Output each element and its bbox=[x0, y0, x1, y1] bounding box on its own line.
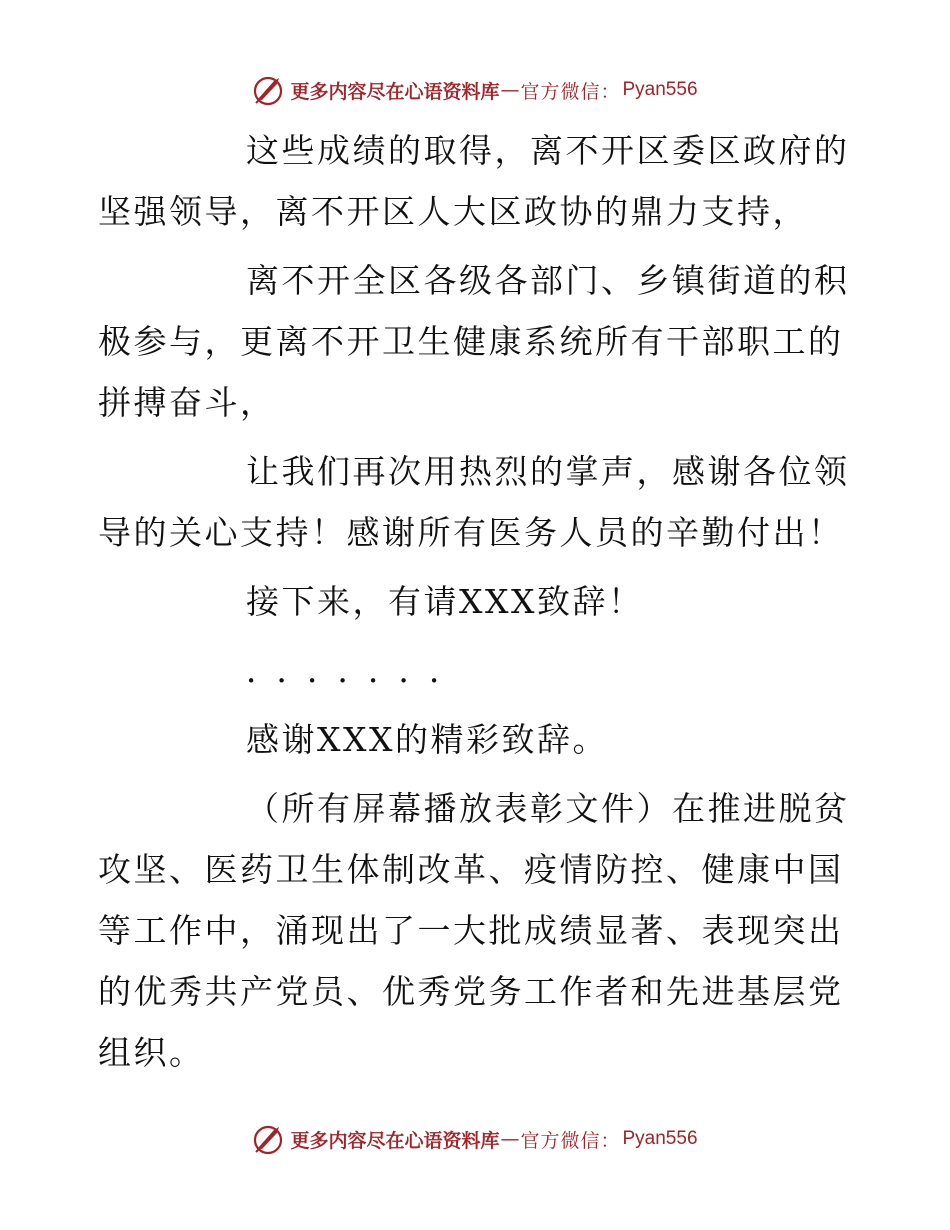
paragraph-5: 感谢XXX的精彩致辞。 bbox=[246, 720, 608, 759]
document-body bbox=[98, 120, 858, 1083]
paragraph-2: 离不开全区各级各部门、乡镇街道的积极参与，更离不开卫生健康系统所有干部职工的拼搏奋斗， bbox=[98, 261, 850, 422]
header-separator: — bbox=[500, 79, 520, 101]
header-site-name: 更多内容尽在心语资料库 bbox=[290, 80, 500, 103]
footer-site-name: 更多内容尽在心语资料库 bbox=[290, 1129, 500, 1152]
header-banner bbox=[0, 70, 950, 110]
header-wechat-id: Pyan556 bbox=[622, 79, 698, 100]
paragraph-3: 让我们再次用热烈的掌声，感谢各位领导的关心支持！感谢所有医务人员的辛勤付出！ bbox=[98, 452, 850, 552]
quill-logo-icon bbox=[252, 73, 286, 107]
quill-logo-icon bbox=[252, 1122, 286, 1156]
ellipsis-line: ．．．．．．． bbox=[246, 651, 476, 690]
paragraph-4: 接下来，有请XXX致辞！ bbox=[246, 582, 644, 621]
header-wechat-label: 官方微信： bbox=[520, 80, 621, 103]
footer-separator: — bbox=[500, 1128, 520, 1150]
footer-banner bbox=[0, 1119, 950, 1159]
footer-wechat-label: 官方微信： bbox=[520, 1129, 621, 1152]
paragraph-6: （所有屏幕播放表彰文件）在推进脱贫攻坚、医药卫生体制改革、疫情防控、健康中国等工作中，涌现出了一大批成绩显著、表现突出的优秀共产党员、优秀党务工作者和先进基层党组织。 bbox=[98, 789, 850, 1072]
paragraph-1: 这些成绩的取得，离不开区委区政府的坚强领导，离不开区人大区政协的鼎力支持， bbox=[98, 131, 850, 231]
footer-wechat-id: Pyan556 bbox=[622, 1128, 698, 1149]
